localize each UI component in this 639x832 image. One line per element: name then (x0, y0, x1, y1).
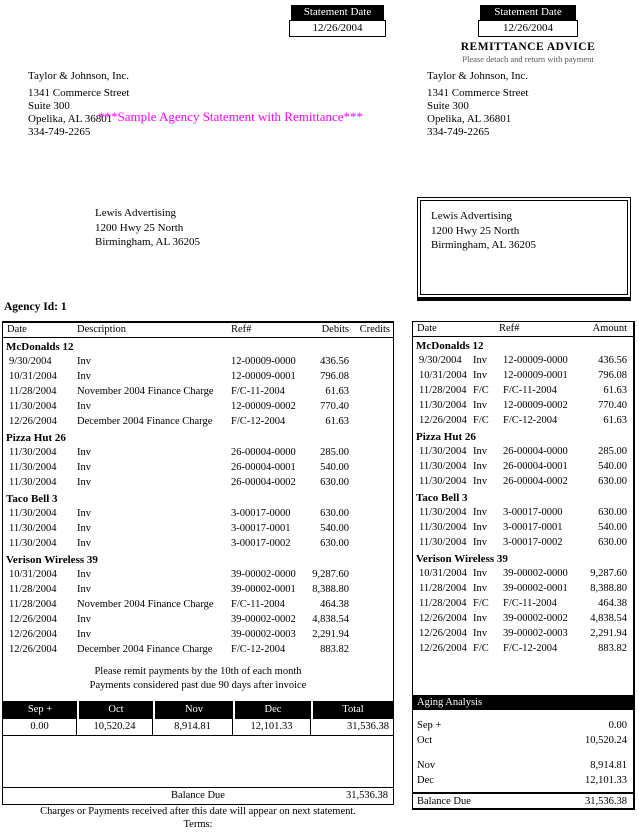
cell-type: Inv (473, 568, 487, 579)
cell-description: November 2004 Finance Charge (77, 386, 214, 397)
cell-type: F/C (473, 643, 489, 654)
cell-credits (349, 414, 393, 429)
statement-row (3, 399, 393, 414)
cell-amount: 61.63 (603, 385, 627, 396)
cell-debits: 540.00 (320, 523, 349, 534)
statement-table (2, 321, 394, 805)
cell-credits (349, 399, 393, 414)
agency-address1: 1341 Commerce Street (28, 87, 130, 99)
remittance-row (413, 353, 633, 368)
cell-ref: 26-00004-0001 (231, 462, 296, 473)
cell-ref: 26-00004-0002 (503, 476, 568, 487)
aging-row (413, 718, 633, 733)
aging-row (413, 758, 633, 773)
cell-description: Inv (77, 538, 91, 549)
cell-date: 11/30/2004 (419, 476, 467, 487)
cell-ref: 12-00009-0002 (503, 400, 568, 411)
cell-credits (349, 369, 393, 384)
remittance-row (413, 459, 633, 474)
cell-debits: 2,291.94 (312, 629, 349, 640)
cell-debits: 540.00 (320, 462, 349, 473)
cell-description: Inv (77, 569, 91, 580)
cell-amount: 540.00 (598, 461, 627, 472)
cell-ref: 26-00004-0000 (503, 446, 568, 457)
cell-date: 12/26/2004 (9, 629, 57, 640)
cell-debits: 61.63 (325, 386, 349, 397)
cell-type: Inv (473, 400, 487, 411)
cell-date: 11/30/2004 (9, 523, 57, 534)
cell-ref: 39-00002-0000 (231, 569, 296, 580)
cell-ref: F/C-12-2004 (503, 415, 558, 426)
cell-debits: 630.00 (320, 508, 349, 519)
statement-group-name: McDonalds 12 (6, 341, 74, 353)
cell-description: Inv (77, 629, 91, 640)
remit-note-2: Payments considered past due 90 days after invoice (89, 680, 307, 691)
cell-type: Inv (473, 461, 487, 472)
col-header-date: Date (7, 324, 27, 335)
aging-header-cell: Oct (77, 701, 153, 719)
col-header-date: Date (417, 323, 437, 334)
balance-due-label: Balance Due (171, 790, 225, 801)
agency-address2: Suite 300 (427, 100, 469, 112)
statement-row (3, 597, 393, 612)
cell-debits: 630.00 (320, 538, 349, 549)
remittance-row (413, 535, 633, 550)
col-header-ref: Ref# (231, 324, 252, 335)
cell-description: Inv (77, 462, 91, 473)
statement-group-name: Pizza Hut 26 (6, 432, 66, 444)
cell-description: November 2004 Finance Charge (77, 599, 214, 610)
cell-ref: 12-00009-0001 (231, 371, 296, 382)
statement-row (3, 536, 393, 551)
cell-type: Inv (473, 370, 487, 381)
cell-date: 12/26/2004 (419, 613, 467, 624)
cell-date: 10/31/2004 (419, 370, 467, 381)
cell-credits (349, 506, 393, 521)
cell-debits: 630.00 (320, 477, 349, 488)
cell-amount: 883.82 (598, 643, 627, 654)
aging-analysis-rows (413, 718, 633, 788)
cell-ref: 3-00017-0001 (231, 523, 291, 534)
remittance-row (413, 474, 633, 489)
cell-date: 11/30/2004 (9, 538, 57, 549)
remittance-row (413, 626, 633, 641)
statement-row (3, 460, 393, 475)
cell-date: 11/30/2004 (419, 400, 467, 411)
cell-credits (349, 642, 393, 657)
cell-ref: F/C-11-2004 (503, 598, 557, 609)
agency-address-right (427, 70, 528, 139)
statement-date-value: 12/26/2004 (478, 20, 578, 37)
aging-amount: 0.00 (608, 720, 627, 731)
cell-amount: 630.00 (598, 537, 627, 548)
cell-amount: 630.00 (598, 476, 627, 487)
cell-date: 11/30/2004 (9, 401, 57, 412)
agency-name: Taylor & Johnson, Inc. (28, 70, 129, 82)
statement-date-box-left (289, 5, 386, 37)
cell-date: 10/31/2004 (419, 568, 467, 579)
cell-amount: 2,291.94 (590, 628, 627, 639)
cell-ref: 12-00009-0001 (503, 370, 568, 381)
cell-description: Inv (77, 584, 91, 595)
cell-date: 12/26/2004 (419, 628, 467, 639)
cell-date: 10/31/2004 (9, 569, 57, 580)
aging-row (413, 733, 633, 748)
cell-amount: 61.63 (603, 415, 627, 426)
cell-description: Inv (77, 614, 91, 625)
cell-debits: 8,388.80 (312, 584, 349, 595)
cell-ref: F/C-12-2004 (503, 643, 558, 654)
cell-type: F/C (473, 598, 489, 609)
statement-row (3, 521, 393, 536)
cell-amount: 436.56 (598, 355, 627, 366)
cell-ref: 3-00017-0002 (231, 538, 291, 549)
remittance-row (413, 520, 633, 535)
cell-date: 11/30/2004 (419, 522, 467, 533)
cell-ref: 12-00009-0000 (231, 356, 296, 367)
cell-ref: 12-00009-0002 (231, 401, 296, 412)
client-name: Lewis Advertising (431, 210, 512, 222)
cell-ref: 39-00002-0002 (503, 613, 568, 624)
cell-date: 11/28/2004 (419, 583, 467, 594)
remit-note-1: Please remit payments by the 10th of each month (94, 666, 302, 677)
cell-ref: 39-00002-0001 (231, 584, 296, 595)
agency-address3: Opelika, AL 36801 (427, 113, 512, 125)
cell-type: Inv (473, 355, 487, 366)
statement-row (3, 354, 393, 369)
cell-description: Inv (77, 477, 91, 488)
footer-terms: Terms: (183, 819, 213, 830)
cell-ref: 39-00002-0002 (231, 614, 296, 625)
remittance-row (413, 413, 633, 428)
cell-type: Inv (473, 537, 487, 548)
cell-ref: F/C-12-2004 (231, 416, 286, 427)
cell-amount: 464.38 (598, 598, 627, 609)
cell-debits: 4,838.54 (312, 614, 349, 625)
cell-amount: 630.00 (598, 507, 627, 518)
client-address-right (420, 200, 628, 295)
aging-label: Dec (417, 775, 434, 786)
aging-header-cell: Sep + (27, 704, 53, 715)
col-header-spacer (469, 322, 499, 336)
remittance-group-name: Verison Wireless 39 (416, 553, 508, 565)
client-address2: Birmingham, AL 36205 (95, 236, 201, 248)
cell-ref: F/C-12-2004 (231, 644, 286, 655)
col-header-amount: Amount (592, 323, 627, 334)
cell-date: 11/30/2004 (419, 446, 467, 457)
remittance-advice-subtitle: Please detach and return with payment (462, 54, 594, 64)
aging-label: Oct (417, 735, 433, 746)
statement-date-label: Statement Date (291, 5, 384, 20)
client-address1: 1200 Hwy 25 North (95, 221, 184, 234)
aging-value-cell: 8,914.81 (153, 719, 233, 735)
balance-due-amount: 31,536.38 (346, 790, 388, 801)
aging-amount: 10,520.24 (585, 735, 627, 746)
aging-header-cell: Total (311, 701, 393, 719)
cell-description: Inv (77, 356, 91, 367)
cell-description: December 2004 Finance Charge (77, 644, 213, 655)
cell-date: 11/30/2004 (9, 447, 57, 458)
cell-ref: F/C-11-2004 (231, 386, 285, 397)
statement-balance-row (3, 787, 393, 804)
remittance-row (413, 368, 633, 383)
cell-date: 10/31/2004 (9, 371, 57, 382)
cell-credits (349, 354, 393, 369)
cell-ref: F/C-11-2004 (231, 599, 285, 610)
statement-group-name: Verison Wireless 39 (6, 554, 98, 566)
cell-credits (349, 475, 393, 490)
cell-type: Inv (473, 507, 487, 518)
remittance-row (413, 444, 633, 459)
statement-row (3, 642, 393, 657)
cell-date: 11/28/2004 (9, 584, 57, 595)
cell-description: Inv (77, 447, 91, 458)
col-header-credits: Credits (359, 324, 390, 335)
aging-row (413, 773, 633, 788)
cell-debits: 285.00 (320, 447, 349, 458)
cell-type: Inv (473, 613, 487, 624)
remittance-row (413, 383, 633, 398)
cell-ref: 26-00004-0002 (231, 477, 296, 488)
aging-value-cell: 31,536.38 (347, 721, 389, 732)
client-address-left (95, 206, 200, 250)
cell-ref: 26-00004-0000 (231, 447, 296, 458)
cell-credits (349, 597, 393, 612)
cell-ref: 39-00002-0001 (503, 583, 568, 594)
cell-date: 11/30/2004 (419, 461, 467, 472)
agency-address3: Opelika, AL 36801 (28, 113, 113, 125)
cell-type: Inv (473, 583, 487, 594)
cell-debits: 61.63 (325, 416, 349, 427)
cell-ref: 39-00002-0003 (231, 629, 296, 640)
cell-description: Inv (77, 371, 91, 382)
cell-credits (349, 536, 393, 551)
cell-amount: 285.00 (598, 446, 627, 457)
table-spacer (413, 656, 633, 695)
cell-ref: F/C-11-2004 (503, 385, 557, 396)
cell-ref: 3-00017-0000 (231, 508, 291, 519)
aging-header-cell: Dec (233, 701, 311, 719)
statement-row (3, 567, 393, 582)
cell-amount: 4,838.54 (590, 613, 627, 624)
remittance-group-name: Taco Bell 3 (416, 492, 468, 504)
sample-banner: ***Sample Agency Statement with Remittance*** (98, 109, 364, 124)
cell-date: 11/30/2004 (419, 507, 467, 518)
statement-row (3, 384, 393, 399)
table-spacer (3, 736, 393, 787)
statement-date-value: 12/26/2004 (289, 20, 386, 37)
cell-date: 9/30/2004 (9, 356, 52, 367)
agency-name: Taylor & Johnson, Inc. (427, 70, 528, 82)
balance-due-label: Balance Due (417, 796, 471, 807)
cell-date: 12/26/2004 (9, 644, 57, 655)
cell-date: 11/28/2004 (9, 599, 57, 610)
cell-debits: 464.38 (320, 599, 349, 610)
cell-ref: 3-00017-0002 (503, 537, 563, 548)
agency-address2: Suite 300 (28, 100, 70, 112)
cell-date: 11/30/2004 (9, 508, 57, 519)
remittance-row (413, 641, 633, 656)
aging-amount: 12,101.33 (585, 775, 627, 786)
remittance-group-name: Pizza Hut 26 (416, 431, 476, 443)
agency-id: Agency Id: 1 (4, 301, 67, 313)
cell-ref: 3-00017-0001 (503, 522, 563, 533)
cell-credits (349, 460, 393, 475)
cell-credits (349, 582, 393, 597)
cell-date: 9/30/2004 (419, 355, 462, 366)
footer-note: Charges or Payments received after this date will appear on next statement. (40, 806, 356, 817)
cell-type: Inv (473, 628, 487, 639)
remittance-balance-row (413, 792, 633, 808)
cell-debits: 796.08 (320, 371, 349, 382)
statement-row (3, 627, 393, 642)
agency-address1: 1341 Commerce Street (427, 87, 529, 99)
aging-amount: 8,914.81 (590, 760, 627, 771)
cell-date: 12/26/2004 (419, 415, 467, 426)
cell-description: December 2004 Finance Charge (77, 416, 213, 427)
cell-amount: 796.08 (598, 370, 627, 381)
remittance-table-header (413, 322, 633, 337)
statement-row (3, 414, 393, 429)
cell-credits (349, 627, 393, 642)
cell-date: 12/26/2004 (419, 643, 467, 654)
col-header-debits: Debits (321, 324, 349, 335)
cell-ref: 39-00002-0000 (503, 568, 568, 579)
balance-due-amount: 31,536.38 (585, 796, 627, 807)
aging-value-cell: 0.00 (3, 719, 77, 735)
cell-debits: 9,287.60 (312, 569, 349, 580)
cell-date: 12/26/2004 (9, 416, 57, 427)
statement-row (3, 582, 393, 597)
cell-ref: 39-00002-0003 (503, 628, 568, 639)
agency-address-left (28, 70, 129, 139)
aging-values-row (3, 719, 393, 736)
remittance-row (413, 596, 633, 611)
cell-credits (349, 445, 393, 460)
statement-table-header (3, 323, 393, 338)
client-address1: 1200 Hwy 25 North (431, 224, 520, 237)
statement-date-box-right (478, 5, 578, 37)
cell-description: Inv (77, 401, 91, 412)
cell-date: 11/28/2004 (419, 385, 467, 396)
cell-type: Inv (473, 446, 487, 457)
aging-analysis-title: Aging Analysis (413, 695, 633, 710)
cell-date: 12/26/2004 (9, 614, 57, 625)
aging-header-row (3, 701, 393, 719)
cell-type: Inv (473, 476, 487, 487)
statement-row (3, 445, 393, 460)
cell-type: F/C (473, 415, 489, 426)
aging-value-cell: 10,520.24 (77, 719, 153, 735)
agency-phone: 334-749-2265 (427, 126, 490, 138)
remittance-row (413, 505, 633, 520)
cell-debits: 883.82 (320, 644, 349, 655)
cell-amount: 8,388.80 (590, 583, 627, 594)
agency-phone: 334-749-2265 (28, 126, 91, 138)
statement-group-name: Taco Bell 3 (6, 493, 58, 505)
cell-type: Inv (473, 522, 487, 533)
cell-date: 11/28/2004 (9, 386, 57, 397)
cell-amount: 540.00 (598, 522, 627, 533)
remittance-row (413, 566, 633, 581)
cell-ref: 12-00009-0000 (503, 355, 568, 366)
cell-credits (349, 567, 393, 582)
cell-description: Inv (77, 508, 91, 519)
remittance-table (412, 321, 635, 810)
statement-row (3, 369, 393, 384)
cell-description: Inv (77, 523, 91, 534)
client-address2: Birmingham, AL 36205 (431, 239, 537, 251)
statement-date-label: Statement Date (480, 5, 576, 20)
cell-date: 11/30/2004 (419, 537, 467, 548)
cell-amount: 770.40 (598, 400, 627, 411)
statement-row (3, 506, 393, 521)
cell-date: 11/30/2004 (9, 477, 57, 488)
cell-date: 11/28/2004 (419, 598, 467, 609)
col-header-ref: Ref# (499, 323, 520, 334)
statement-row (3, 612, 393, 627)
aging-label: Nov (417, 760, 436, 771)
aging-label: Sep + (417, 720, 442, 731)
remittance-group-name: McDonalds 12 (416, 340, 484, 352)
cell-credits (349, 384, 393, 399)
cell-amount: 9,287.60 (590, 568, 627, 579)
cell-debits: 436.56 (320, 356, 349, 367)
client-name: Lewis Advertising (95, 207, 176, 219)
cell-date: 11/30/2004 (9, 462, 57, 473)
aging-header-cell: Nov (153, 701, 233, 719)
col-header-description: Description (77, 324, 126, 335)
remittance-row (413, 611, 633, 626)
remittance-advice-title: REMITTANCE ADVICE (460, 41, 596, 53)
cell-ref: 26-00004-0001 (503, 461, 568, 472)
cell-credits (349, 612, 393, 627)
cell-ref: 3-00017-0000 (503, 507, 563, 518)
cell-credits (349, 521, 393, 536)
statement-row (3, 475, 393, 490)
client-address-box (417, 197, 631, 301)
remittance-row (413, 581, 633, 596)
aging-value-cell: 12,101.33 (233, 719, 311, 735)
cell-type: F/C (473, 385, 489, 396)
remittance-row (413, 398, 633, 413)
cell-debits: 770.40 (320, 401, 349, 412)
